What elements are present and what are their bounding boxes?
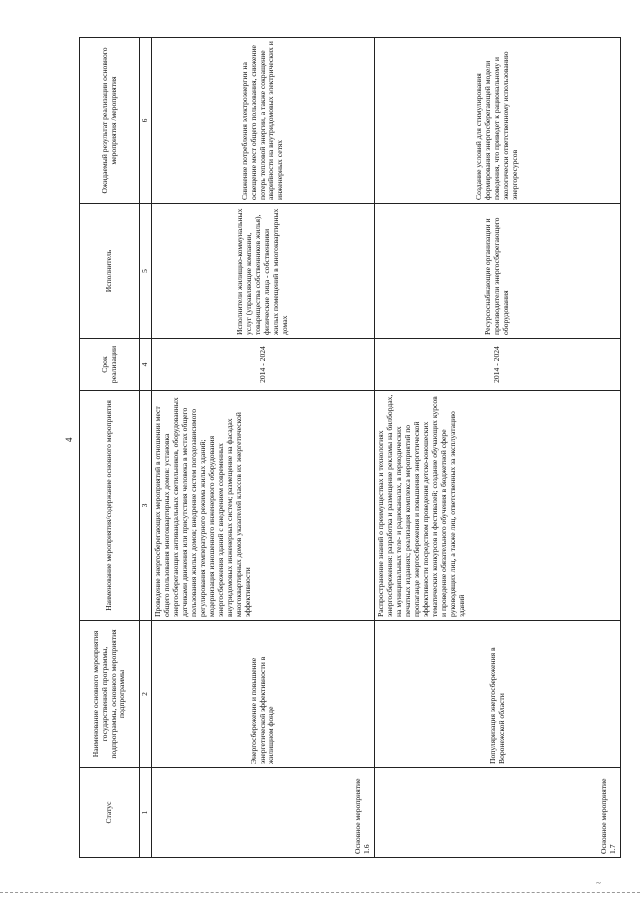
column-number: 2 bbox=[140, 621, 152, 768]
program-table bbox=[79, 37, 621, 858]
footer-divider bbox=[0, 892, 640, 893]
row-content: Распространение знаний о преимуществах и технологиях энергосбережения: разработка и размещение рекламы на билбордах, на муниципальных теле- и радиоканалах, в периодических печатных изданиях; реализация комплекса мероприятий по пропаганде энергосбережения и повышения энергетической эффективности посредством проведения детско-юношеских тематических конкурсов и фестивалей; создание обучающих курсов и проведение обязательного обучения в бюджетной сфере руководящих лиц, а также лиц, ответственных за эксплуатацию зданий bbox=[375, 391, 621, 621]
table-row bbox=[375, 38, 621, 858]
rotated-table-container bbox=[79, 38, 621, 858]
header-name: Наименование основного мероприятия государственной программы, подпрограммы, основного мероприятия подпрограммы bbox=[80, 621, 140, 768]
column-number: 3 bbox=[140, 391, 152, 621]
column-number-row bbox=[140, 38, 152, 858]
header-result: Ожидаемый результат реализации основного мероприятия /мероприятия bbox=[80, 38, 140, 204]
row-executor: Исполнители жилищно-коммунальных услуг (управляющие компании, товарищества собственников жилья), физические лица - собственники жилых помещений в многоквартирных домах bbox=[152, 204, 375, 339]
column-number: 4 bbox=[140, 339, 152, 391]
page-number: 4 bbox=[64, 437, 74, 442]
row-status: Основное мероприятие 1.6 bbox=[152, 768, 375, 858]
header-content: Наименование мероприятия/содержание основного мероприятия bbox=[80, 391, 140, 621]
row-status: Основное мероприятие 1.7 bbox=[375, 768, 621, 858]
row-result: Снижение потребления электроэнергии на освещение мест общего пользования, снижение потерь тепловой энергии, а также сокращение аварийности на внутридомовых электрических и инженерных сетях bbox=[152, 38, 375, 204]
column-number: 5 bbox=[140, 204, 152, 339]
row-term: 2014 - 2024 bbox=[152, 339, 375, 391]
row-term: 2014 - 2024 bbox=[375, 339, 621, 391]
header-executor: Исполнитель bbox=[80, 204, 140, 339]
table-row bbox=[152, 38, 375, 858]
header-row bbox=[80, 38, 140, 858]
column-number: 6 bbox=[140, 38, 152, 204]
row-result: Создание условий для стимулирования формирования энергосберегающей модели поведения, что приведет к рациональному и экологически ответственному использованию энергоресурсов bbox=[375, 38, 621, 204]
row-name: Энергосбережение и повышение энергетической эффективности в жилищном фонде bbox=[152, 621, 375, 768]
row-executor: Ресурсоснабжающие организации и производители энергосберегающего оборудования bbox=[375, 204, 621, 339]
row-name: Популяризация энергосбережения в Воронежской области bbox=[375, 621, 621, 768]
footer-mark: ~ bbox=[596, 878, 601, 888]
header-term: Срок реализации bbox=[80, 339, 140, 391]
column-number: 1 bbox=[140, 768, 152, 858]
header-status: Статус bbox=[80, 768, 140, 858]
row-content: Проведение энергосберегающих мероприятий в отношении мест общего пользования многоквартирных домов: установка энергосберегающих антивандальных светильников, оборудованных датчиками движения или присутствия человека в местах общего пользования жилых домов; внедрение систем погодозависимого регулирования температурного режима жилых зданий; модернизация изношенного инженерного оборудования энергосбережения зданий с внедрением современных внутридомовых инженерных систем; размещение на фасадах многоквартирных домов указателей классов их энергетической эффективности bbox=[152, 391, 375, 621]
